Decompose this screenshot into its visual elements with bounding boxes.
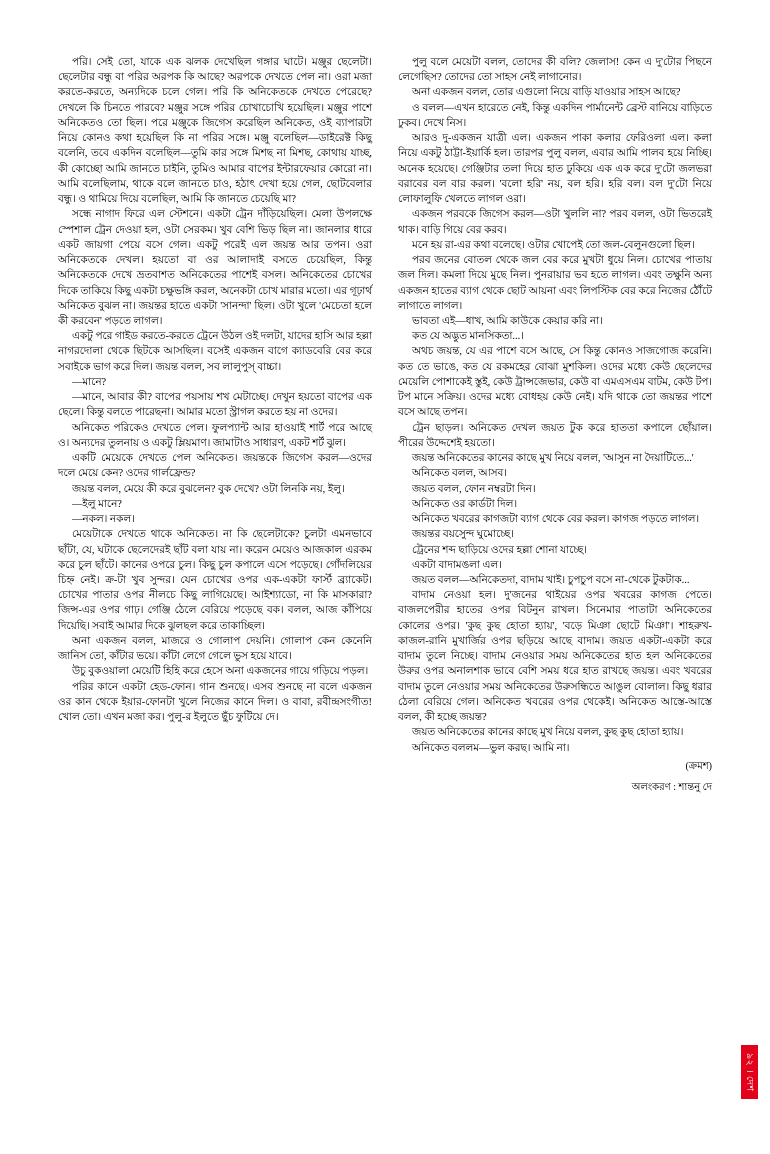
- paragraph: ট্রেনের শব্দ ছাড়িয়ে ওদের হল্লা শোনা যাচ্ছে।: [412, 544, 587, 556]
- left-column: [58, 55, 372, 1075]
- paragraph: অনিকেত ওর কার্ডটা দিল।: [412, 498, 518, 510]
- right-column: [398, 55, 712, 1075]
- paragraph: ভাবতা এই—ধাখ, আমি কাউকে কেয়ার করি না।: [412, 315, 603, 327]
- paragraph: জয়ত বলল, ফোন নম্বরটা দিন।: [412, 483, 536, 495]
- paragraph: অনিকেত পরিকেও দেখতে পেল। ফুলপ্যান্ট আর হাওয়াই শার্ট পরে আছে ও। অন্যদের তুলনায় ও একটু ম্লিয়মাণ। জামাটাও সাধারণ, একট শর্ট ঝুল।: [58, 422, 372, 449]
- paragraph: জয়ত অনিকেতের কানের কাছে মুখ নিয়ে বলল, কুছ কুছ হোতা হ্যায়।: [412, 727, 684, 739]
- paragraph: পুলু বলে মেয়েটা বলল, তোদের কী বলি? জেলাস! কেন এ দু'টোর পিছনে লেগেছিস? তোদের তো সাহস নেই লাগানোর।: [398, 57, 712, 84]
- paragraph: একজন পরবকে জিগেস করল—ওটা খুললি না? পরব বলল, ওটা ভিতরেই থাক। বাড়ি গিয়ে বের করব।: [398, 209, 712, 236]
- paragraph: কত যে অদ্ভুত মানসিকতা...।: [412, 331, 524, 343]
- paragraph: একটু পরে গাইড করতে-করতে ট্রেনে উঠল ওই দলটা, যাদের হাসি আর হল্লা নাগরদোলা থেকে ছিটকে আসছিল। বসেই একজন বাগে ক্যাডবেরি বের করে সবাইকে ভাগ করে দিল। জয়ন্ত বলল, সব লালুপুস্ বাচ্চা।: [58, 331, 372, 373]
- page-number-tab: ৯২ । দেশ: [741, 1045, 758, 1099]
- paragraph: উচু বুকওয়ালা মেয়েটি হিহি করে হেসে অনা একজনের গায়ে গড়িয়ে পড়ল।: [72, 666, 369, 678]
- paragraph: অনিকেত বললম—ভুল করছ। আমি না।: [412, 742, 570, 754]
- paragraph: একটা বাদামঙলা এল।: [412, 559, 502, 571]
- paragraph: জয়ন্তর বয়সেুন্দ ঘুমোচ্ছে।: [412, 529, 514, 541]
- paragraph: মেয়েটাকে দেখতে থাকে অনিকেত। না কি ছেলেটাকে? চুলটা এমনভাবে ছাঁটা, যে, ঘটাকে ছেলেদেরই ছাঁট বলা যায় না। করেন মেয়েও আজকাল এরকম করে চুল ছাঁটে। কানের ওপরে চুল। কিছু চুল কপালে এসে পড়েছে। গোঁদলিয়ের চিহ্ন নেই। ক্র-টা খুব সুন্দর। যেন চোখের ওপর এক-একটা ফার্স্ট ব্র্যাকেট। চোখের পাতার ওপর নীলচে কিছু লাগিয়েছে। আইশ্যাডো, না কি মাসকারা? জিন্স-এর ওপর গাঢ়। গেঞ্জি ঠেলে বেরিয়ে পড়েছে বক। বলল, আজ কাঁপিয়ে দিয়েছি। সবাই আমার দিকে ঝুলছল করে তাকাচ্ছিল।: [58, 529, 372, 632]
- dialogue-line: —মানে?: [72, 376, 107, 388]
- paragraph: বাদাম নেওয়া হল। দু'জনের থাইয়ের ওপর খবরের কাগজ পেতে। বাজলপেরীর হাতের ওপর বিটনুন রাখল। সিনেমার পাতাটা অনিকেতের কোলের ওপর। 'কুছ কুছ হোতা হ্যায়', 'বড়ে মিঞা ছোটে মিঞা'। শাহরুখ-কাজল-রানি মুখার্জির ওপর ছড়িয়ে আছে বাদাম। জয়ত একটা-একটা করে বাদাম তুলে নিচ্ছে। বাদাম নেওয়ার সময় অনিকেতের হাত হল অনিকেতের উরুর ওপর অনালশাক ভাবে বেশি সময় ধরে হাত রাখছে জয়ন্ত। এবং খবরের বাদাম তুলে নেওয়ার সময় অনিকেতের উরুসন্ধিতে আঙুল বোলাল। কিছু ধরার ঠেলা বেরিয়ে গেল। অনিকেত খবরের ওপর থেকেই। অনিকেত আস্তে-আস্তে বলল, কী হচ্ছে জয়ন্ত?: [398, 590, 712, 724]
- paragraph: অনিকেত বলল, আসব।: [412, 468, 507, 480]
- paragraph: জয়ন্ত বলল, মেয়ে কী করে বুঝলেন? বুক দেখে? ওটা লিনকি নয়, ইলু।: [72, 483, 345, 495]
- paragraph: পরির কানে একটা হেড-ফোন। গান শুনছে। এসব শুনছে না বলে একজন ওর কান থেকে ইয়ার-ফোনটা খুলে নিজের কানে দিল। ও বাবা, রবীন্দ্রসংগীত! খোল তো। এখন মজা কর। পুলু-র ইলুতে ছুঁচ ফুটিয়ে দে।: [58, 681, 372, 724]
- illustrator-credit: অলংকরণ : শান্তনু দে: [631, 782, 712, 794]
- paragraph: পরি। সেই তো, যাকে এক ঝলক দেখেছিল গঙ্গার ঘাটে। মঞ্জুর ছেলেটা। ছেলেটার বন্ধু বা পরির অরপক কি আছে? অরপকে দেখতে পেল না। ওরা মজা করতে-করতে, অন্যদিকে চলে গেল। পরি কি অনিকেতকে দেখতে পেরেছে? দেখলে কি চিনতে পারবে? মঞ্জুর সঙ্গে পরির চোখাচোখি হয়েছিল। মঞ্জুর পাশে অনিকেতও তো ছিল। পরে মঞ্জুকে জিগেস করেছিল অনিকেত, ওই ব্যাপারটা নিয়ে কোনও কথা হয়েছিল কি না পরির সঙ্গে। মঞ্জু বলেছিল—ডাইরেক্ট কিছু বলেনি, তবে একদিন বলেছিল—তুমি কার সঙ্গে মিশছ না মিশছ, কোথায় যাচ্ছ, কী কোচ্ছো আমি জানতে চাইনি, তুমিও আমার বাপের ইন্টারফেয়ার কোরো না। আমি বলেছিলাম, থাকে বলে জানতে চাও, হঠাৎ দেখা হয়ে গেল, ছোটবেলার বন্ধু। ও থামিয়ে দিয়ে বলেছিল, আমি কি জানতে চেয়েছি মা?: [58, 57, 372, 206]
- paragraph: জয়ন্ত অনিকেতের কানের কাছে মুখ নিয়ে বলল, 'আসুন না দৈয়াটিতে...': [412, 453, 694, 465]
- paragraph: সন্ধে নাগাদ ফিরে এল স্টেশনে। একটা ট্রেন দাঁড়িয়েছিল। মেলা উপলক্ষে স্পেশাল ট্রেন দেওয়া হল, ওটা সেরকম। খুব বেশি ভিড় ছিল না। জানলার ধারে একট জায়গা পেয়ে বসে গেল। একটু পরেই এল জয়ন্ত আর তপন। ওরা অনিকেতকে দেখল। হয়তো বা ওর আলাদাই বসতে চেয়েছিল, কিন্তু অনিকেতকে দেখে ভ্রতবাশত অনিকেতের পাশেই বসল। অনিকেতের চোখের দিকে তাকিয়ে কিছু একটা চক্ষুভঙ্গি করল, অনেকটা চোখ মারার মতো। এর গূঢ়ার্থ অনিকেত বুঝল না। জয়ন্তর হাতে একটা 'সানন্দা' ছিল। ওটা খুলে 'মেচেতা হলে কী করবেন' পড়তে লাগল।: [58, 209, 372, 327]
- paragraph: আরও দু-একজন যাত্রী এল। একজন পাকা কলার ফেরিওলা এল। কলা নিয়ে একটু ঠাট্টা-ইয়ার্কি হল। তারপর পুলু বলল, এবার আমি পালব হয়ে নিচ্ছি। অনেক হয়েছে। গেঞ্জিটার তলা দিয়ে হাত ঢুকিয়ে এক এক করে দু'টো জলভরা বরাবের বল বার করল। 'বলো হরি' নয়, বল হরি। হরি বল। বল দু'টো নিয়ে লোফালুফি খেলতে লাগল ওরা।: [398, 133, 712, 206]
- paragraph: একটি মেয়েকে দেখতে পেল অনিকেত। জয়ন্তকে জিগেস করল—ওদের দলে মেয়ে কেন? ওদের গার্লফ্রেন্ড?: [58, 453, 372, 480]
- continued-marker: (ক্রমশ): [685, 760, 712, 772]
- paragraph: অনিকেত খবরের কাগজটা ব্যাগ থেকে বের করল। কাগজ পড়তে লাগল।: [412, 514, 700, 526]
- dialogue-line: —মানে, আবার কী? বাপের পয়সায় শখ মেটাচ্ছে। দেখুন হয়তো বাপের এক ছেলে। কিন্তু বলতে পারেছনা। আমার মতো স্ট্রাগল করতে হয় না ওদের।: [58, 392, 372, 419]
- paragraph: পরব জনের বোতল থেকে জল বের করে মুখটা ধুয়ে নিল। চোখের পাতায় জল দিল। কমলা দিয়ে মুছে নিল। পুনরায়ার ভব হতে লাগল। এবং তক্ষুনি অন্য একজন হাতের ব্যাগ থেকে ছোট আয়না এবং লিপস্টিক বের করে নিজের ঠৌঁটে লাগাতে লাগল।: [398, 255, 712, 312]
- paragraph: অথচ জয়ন্ত, যে এর পাশে বসে আছে, সে কিন্তু কোনও সাজগোজ করেনি। কত তে ভাঙে, কত যে রকমহের বোঝা মুশকিল। ওদের মধ্যে কেউ ছেলেদের মেয়েলি পোশাকেই স্তুই, কেউ ট্রান্সজেভার, কেউ বা এমএসএম বাটম, কেউ টপ। টপ মানে সক্রিয়। ওদের মধ্যে বোধহয় কেউ নেই। যদি থাকে তো জয়ন্তর পাশে বসে আছে তপন।: [398, 346, 712, 419]
- paragraph: ট্রেন ছাড়ল। অনিকেত দেখল জয়ত টুক করে হাততা কপালে ছোঁয়াল। পীরের উদ্দেশেই হয়তো।: [398, 422, 712, 449]
- paragraph: মনে হয় রা-এর কথা বলেছে। ওটার খোপেই তো জল-বেলুনগুলো ছিল।: [412, 239, 695, 251]
- paragraph: জয়ত বলল—অনিকেতদা, বাদাম খাই। চুপচুপ বসে না-থেকে টুকটাক...: [412, 574, 690, 586]
- dialogue-line: —নকল। নকল।: [72, 514, 135, 526]
- paragraph: অনা একজন বলল, মাজরে ও গোলাপ দেয়নি। গোলাপ কেন কেনেনি জানিস তো, কাঁটার ভয়ে। কাঁটা লেগে গেলে ভুস হয়ে যাবে।: [58, 635, 372, 663]
- two-column-layout: [58, 55, 712, 1075]
- paragraph: ও বলল—এখন হারেতে নেই, কিন্তু একদিন পার্মানেন্ট ব্রেস্ট বানিয়ে বাড়িতে ঢুকব। দেখে নিস।: [398, 102, 712, 129]
- paragraph: অনা একজন বলল, তোর এগুলো নিয়ে বাড়ি যাওয়ার সাহস আছে?: [412, 87, 681, 99]
- dialogue-line: —ইলু মানে?: [72, 498, 122, 510]
